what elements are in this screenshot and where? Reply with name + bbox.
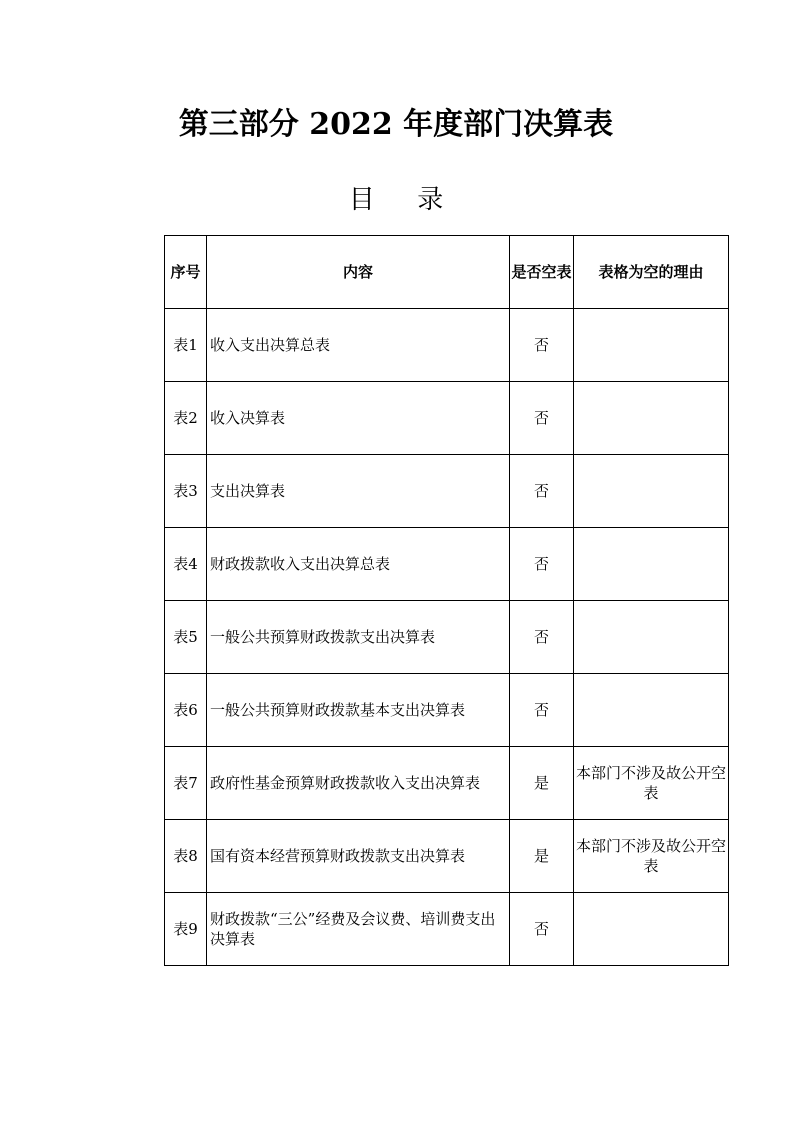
row-reason [574,528,729,601]
row-content: 收入支出决算总表 [207,309,510,382]
header-reason: 表格为空的理由 [574,236,729,309]
row-content: 财政拨款“三公”经费及会议费、培训费支出决算表 [207,893,510,966]
row-content: 一般公共预算财政拨款支出决算表 [207,601,510,674]
row-reason [574,309,729,382]
toc-table [164,235,729,966]
row-no: 表9 [165,893,207,966]
row-content: 财政拨款收入支出决算总表 [207,528,510,601]
toc-heading [0,180,792,220]
table-row [165,382,729,455]
table-row [165,528,729,601]
page-title: 第三部分 2022 年度部门决算表 [178,107,614,142]
table-row [165,601,729,674]
row-content: 一般公共预算财政拨款基本支出决算表 [207,674,510,747]
table-row [165,893,729,966]
row-no: 表7 [165,747,207,820]
row-no: 表1 [165,309,207,382]
row-content: 国有资本经营预算财政拨款支出决算表 [207,820,510,893]
row-is-empty: 是 [510,820,574,893]
row-no: 表2 [165,382,207,455]
row-no: 表3 [165,455,207,528]
row-is-empty: 否 [510,528,574,601]
row-is-empty: 否 [510,455,574,528]
header-content: 内容 [207,236,510,309]
row-no: 表4 [165,528,207,601]
row-reason [574,893,729,966]
header-is-empty: 是否空表 [510,236,574,309]
row-no: 表8 [165,820,207,893]
row-reason [574,382,729,455]
row-reason [574,455,729,528]
row-content: 收入决算表 [207,382,510,455]
row-reason: 本部门不涉及故公开空表 [574,747,729,820]
row-is-empty: 否 [510,674,574,747]
row-is-empty: 否 [510,601,574,674]
row-is-empty: 否 [510,382,574,455]
table-row [165,309,729,382]
row-reason: 本部门不涉及故公开空表 [574,820,729,893]
row-reason [574,674,729,747]
toc-heading-char-1: 目 [348,185,375,215]
row-is-empty: 否 [510,893,574,966]
table-row [165,820,729,893]
toc-heading-char-2: 录 [417,185,444,215]
table-row [165,747,729,820]
table-header-row [165,236,729,309]
row-no: 表6 [165,674,207,747]
table-row [165,674,729,747]
row-is-empty: 否 [510,309,574,382]
table-row [165,455,729,528]
row-is-empty: 是 [510,747,574,820]
row-reason [574,601,729,674]
header-no: 序号 [165,236,207,309]
row-no: 表5 [165,601,207,674]
row-content: 支出决算表 [207,455,510,528]
row-content: 政府性基金预算财政拨款收入支出决算表 [207,747,510,820]
